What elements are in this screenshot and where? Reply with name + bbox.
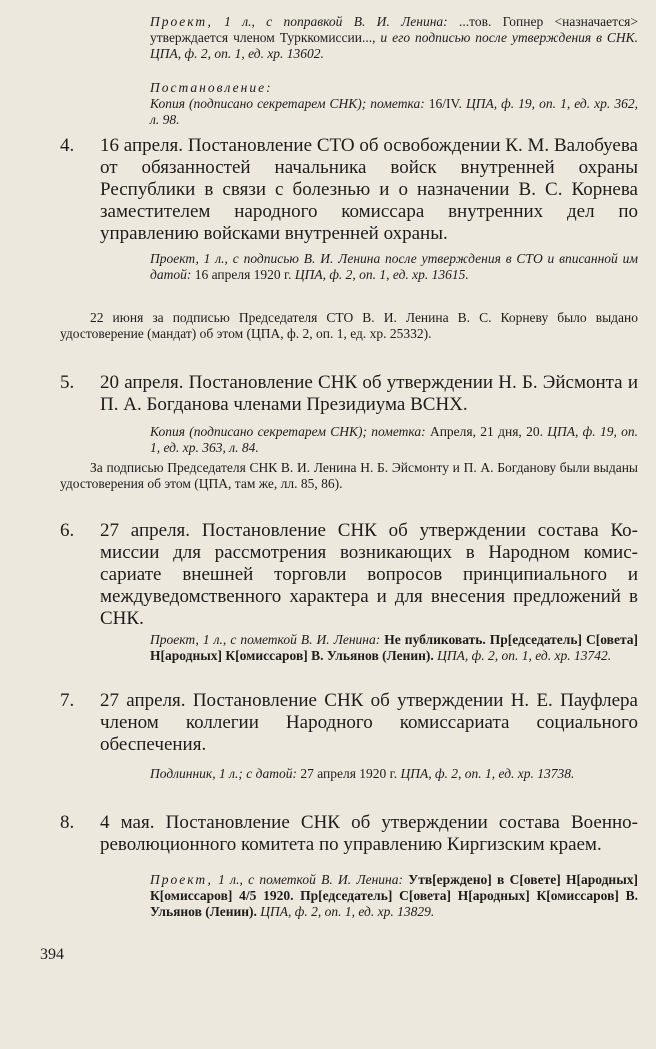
list-item-5 — [60, 372, 638, 416]
item-text: 27 апреля. Постановление СНК об утверждении состава Комиссии для рассмотрения возникающих в Народном комиссариате внешней торговли вопросов принципиального и междуведомственного характера и для внесения предложений в СНК. — [100, 520, 638, 629]
item-text: 27 апреля. Постановление СНК об утверждении Н. Е. Пауфлера членом коллегии Народного комиссариата социального обеспечения. — [100, 690, 638, 755]
item-number: 4. — [60, 135, 75, 156]
note-italic: 1 л., с поправкой В. И. Ленина: — [212, 14, 459, 29]
note-text: 16/IV. — [428, 96, 462, 111]
item-number: 7. — [60, 690, 75, 711]
note-text: ...тов. Гопнер <назначается> утверждается членом Турккомиссии..., — [150, 14, 639, 45]
list-item-8 — [60, 812, 638, 856]
item-number: 6. — [60, 520, 75, 541]
note-italic: Копия (подписано секретарем СНК); пометка: — [150, 96, 429, 111]
item-5-source-note: Копия (подписано секретарем СНК); пометка: Апреля, 21 дня, 20. ЦПА, ф. 19, оп. 1, ед. хр. 363, л. 84. — [150, 424, 638, 455]
note-label: Проект, — [150, 14, 213, 29]
note-italic: ЦПА, ф. 19, оп. 1, ед. хр. 362, л. 98. — [150, 96, 638, 127]
header-project-note — [150, 14, 638, 62]
list-item-7 — [60, 690, 638, 756]
item-6-source-note: Проект, 1 л., с пометкой В. И. Ленина: Не публиковать. Пр[едседатель] С[овета] Н[ародных] К[омиссаров] В. Ульянов (Ленин). ЦПА, ф. 2, оп. 1, ед. хр. 13742. — [150, 632, 639, 663]
header-decree-label: Постановление: — [150, 80, 273, 95]
item-text: 20 апреля. Постановление СНК об утверждении Н. Б. Эйсмонта и П. А. Богданова членами Президиума ВСНХ. — [100, 372, 638, 415]
item-number: 5. — [60, 372, 75, 393]
item-8-source-note: Проект, 1 л., с пометкой В. И. Ленина: Утв[ерждено] в С[овете] Н[ародных] К[омиссаров] 4/5 1920. Пр[едседатель] С[овета] Н[ародных] К[омиссаров] В. Ульянов (Ленин). ЦПА, ф. 2, оп. 1, ед. хр. 13829. — [150, 872, 638, 919]
item-4-comment: 22 июня за подписью Председателя СТО В. И. Ленина В. С. Корневу было выдано удостоверение (мандат) об этом (ЦПА, ф. 2, оп. 1, ед. хр. 25332). — [60, 310, 638, 341]
header-decree-note — [150, 96, 638, 128]
item-5-comment: За подписью Председателя СНК В. И. Ленина Н. Б. Эйсмонту и П. А. Богданову были выданы удостоверения об этом (ЦПА, там же, лл. 85, 86). — [60, 460, 638, 491]
note-italic: и его подписью после утверждения в СНК. ЦПА, ф. 2, оп. 1, ед. хр. 13602. — [150, 30, 638, 61]
item-7-source-note: Подлинник, 1 л.; с датой: 27 апреля 1920 г. ЦПА, ф. 2, оп. 1, ед. хр. 13738. — [150, 766, 575, 781]
list-item-6 — [60, 520, 638, 630]
page-number: 394 — [40, 946, 64, 963]
item-number: 8. — [60, 812, 75, 833]
item-4-source-note: Проект, 1 л., с подписью В. И. Ленина после утверждения в СТО и вписанной им датой: 16 апреля 1920 г. ЦПА, ф. 2, оп. 1, ед. хр. 13615. — [150, 251, 638, 282]
item-text: 16 апреля. Постановление СТО об освобождении К. М. Валобуева от обязанностей начальника войск внутренней охраны Республики в связи с болезнью и о назначении В. С. Корнева заместителем народного комиссара внутренних дел по управлению войсками внутренней охраны. — [100, 135, 638, 244]
item-text: 4 мая. Постановление СНК об утверждении состава Военно-революционного комитета по управлению Киргизским краем. — [100, 812, 638, 855]
list-item-4 — [60, 135, 638, 245]
